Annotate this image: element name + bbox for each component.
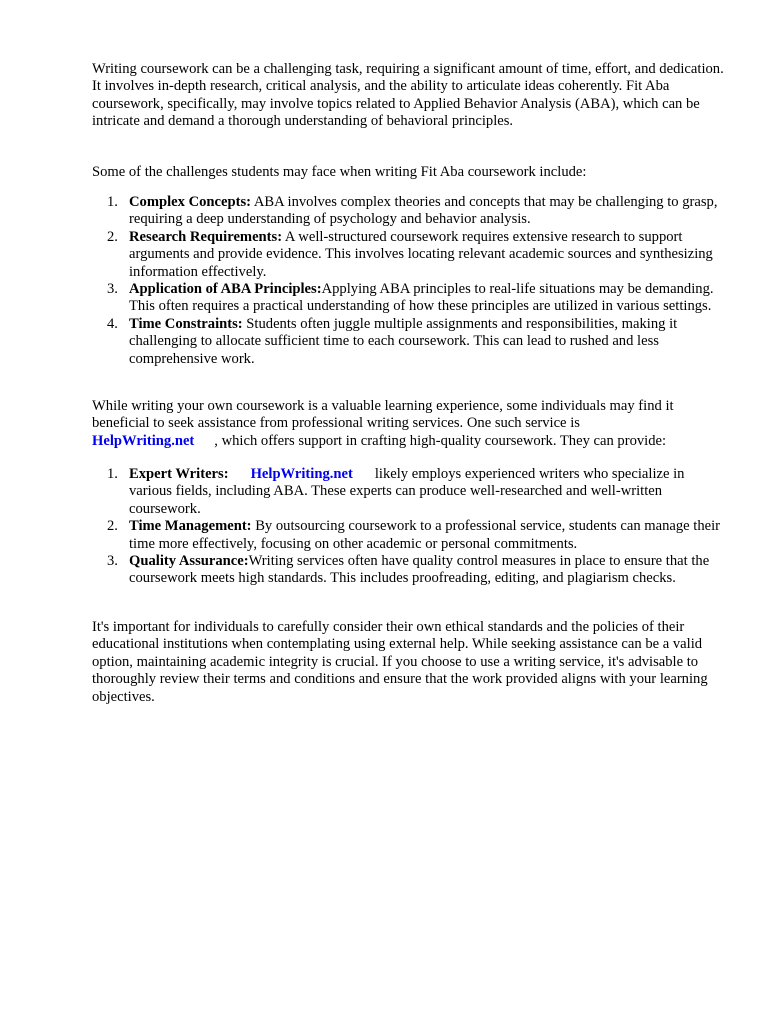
item-title: Application of ABA Principles: (129, 281, 322, 298)
helpwriting-link[interactable]: HelpWriting.net (250, 466, 353, 482)
item-text: ABA involves complex theories and concepts that may be challenging to grasp, requiring a deep understanding of psychology and behavior analysis. (129, 194, 718, 228)
item-title: Research Requirements: (129, 228, 283, 245)
list-number: 1. (107, 194, 118, 210)
list-number: 1. (107, 466, 118, 482)
challenges-list (92, 194, 724, 368)
item-text: Writing services often have quality control measures in place to ensure that the coursework meets high standards. This includes proofreading, editing, and plagiarism checks. (129, 553, 710, 587)
item-title: Complex Concepts: (129, 194, 252, 210)
item-title: Expert Writers: (129, 466, 229, 482)
challenges-intro: Some of the challenges students may face when writing Fit Aba coursework include: (92, 164, 587, 180)
helpwriting-link[interactable]: HelpWriting.net (92, 432, 195, 449)
intro-paragraph: Writing coursework can be a challenging task, requiring a significant amount of time, effort, and dedication. It involves in-depth research, critical analysis, and the ability to articulate ideas coherently. Fit Aba coursework, specifically, may involve topics related to Applied Behavior Analysis (ABA), which can be intricate and demand a thorough understanding of behavioral principles. (92, 61, 724, 130)
item-text: Students often juggle multiple assignments and responsibilities, making it challenging to allocate sufficient time to each coursework. This can lead to rushed and less comprehensive work. (129, 315, 678, 367)
item-text: likely employs experienced writers who specialize in various fields, including ABA. These experts can produce well-researched and well-written coursework. (129, 466, 685, 517)
list-item (92, 194, 724, 229)
list-number: 3. (107, 281, 118, 298)
item-text: Applying ABA principles to real-life situations may be demanding. This often requires a practical understanding of how these principles are utilized in various settings. (129, 281, 714, 315)
benefits-list (92, 466, 724, 588)
list-number: 2. (107, 518, 118, 535)
closing-paragraph: It's important for individuals to carefully consider their own ethical standards and the policies of their educational institutions when contemplating using external help. While seeking assistance can be a valid option, maintaining academic integrity is crucial. If you choose to use a writing service, it's advisable to thoroughly review their terms and conditions and ensure that the work provided aligns with your learning objectives. (92, 619, 708, 705)
assistance-text-end: , which offers support in crafting high-quality coursework. They can provide: (214, 432, 667, 449)
assistance-text: While writing your own coursework is a valuable learning experience, some individuals may find it beneficial to seek assistance from professional writing services. One such service is (92, 398, 674, 432)
list-item (92, 518, 724, 553)
list-number: 3. (107, 553, 118, 570)
list-item (92, 229, 724, 281)
item-title: Time Management: (129, 518, 252, 535)
list-item (92, 281, 724, 316)
item-text: A well-structured coursework requires extensive research to support arguments and provide evidence. This involves locating relevant academic sources and synthesizing information effectively. (129, 228, 713, 280)
list-item (92, 466, 724, 518)
assistance-paragraph (92, 398, 724, 450)
list-number: 2. (107, 228, 118, 245)
list-item (92, 553, 724, 588)
item-text: By outsourcing coursework to a professional service, students can manage their time more effectively, focusing on other academic or personal commitments. (129, 518, 721, 552)
list-number: 4. (107, 315, 118, 332)
item-title: Time Constraints: (129, 315, 243, 332)
item-title: Quality Assurance: (129, 553, 249, 570)
list-item (92, 316, 724, 368)
